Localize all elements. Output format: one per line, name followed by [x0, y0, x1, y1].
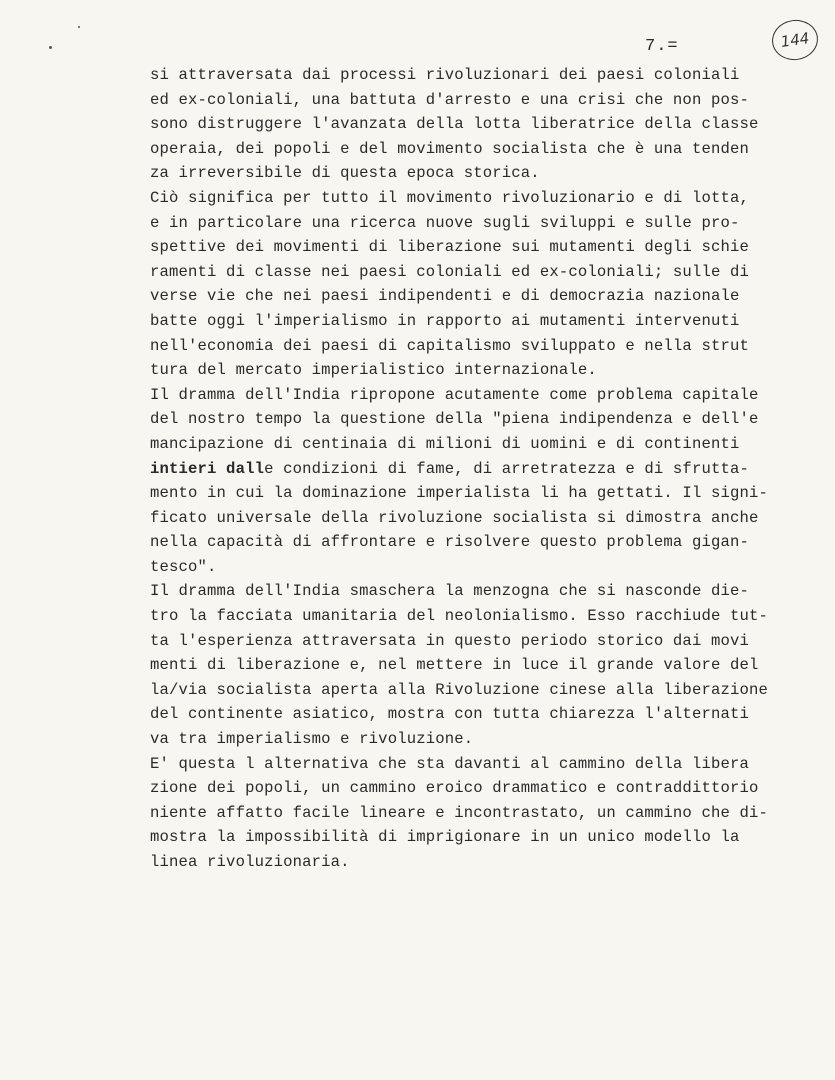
text-line: Ciò significa per tutto il movimento rivoluzionario e di lotta, [150, 188, 749, 207]
text-line: ta l'esperienza attraversata in questo periodo storico dai movi [150, 631, 749, 650]
text-line: spettive dei movimenti di liberazione sui mutamenti degli schie [150, 238, 749, 257]
text-line: mento in cui la dominazione imperialista li ha gettati. Il signi- [150, 484, 769, 503]
text-line: niente affatto facile lineare e incontrastato, un cammino che di- [150, 803, 769, 822]
text-line: operaia, dei popoli e del movimento socialista che è una tenden [150, 139, 749, 158]
text-line: Il dramma dell'India ripropone acutamente come problema capitale [150, 385, 759, 404]
archive-number-stamp: 144 [769, 17, 820, 63]
text-line: menti di liberazione e, nel mettere in luce il grande valore del [150, 656, 759, 675]
text-line: sono distruggere l'avanzata della lotta liberatrice della classe [150, 115, 759, 134]
text-line: del continente asiatico, mostra con tutta chiarezza l'alternati [150, 705, 749, 724]
text-line: E' questa l alternativa che sta davanti al cammino della libera [150, 754, 749, 773]
text-line: linea rivoluzionaria. [150, 853, 350, 871]
text-line: del nostro tempo la questione della "piena indipendenza e dell'e [150, 410, 759, 429]
text-line: si attraversata dai processi rivoluzionari dei paesi coloniali [150, 66, 740, 84]
text-line: batte oggi l'imperialismo in rapporto ai mutamenti intervenuti [150, 311, 740, 330]
text-line: mancipazione di centinaia di milioni di uomini e di continenti [150, 434, 740, 453]
text-line: ramenti di classe nei paesi coloniali ed ex-coloniali; sulle di [150, 262, 749, 281]
text-line: ficato universale della rivoluzione socialista si dimostra anche [150, 508, 759, 527]
text-line: tro la facciata umanitaria del neolonialismo. Esso racchiude tut- [150, 607, 769, 626]
ink-speck [78, 26, 80, 28]
text-line: la/via socialista aperta alla Rivoluzione cinese alla liberazione [150, 680, 769, 699]
text-line: tura del mercato imperialistico internazionale. [150, 361, 597, 380]
text-line: nella capacità di affrontare e risolvere questo problema gigan- [150, 533, 749, 552]
text-line: va tra imperialismo e rivoluzione. [150, 730, 474, 749]
overstruck-text: intieri dall [150, 459, 265, 478]
text-line: verse vie che nei paesi indipendenti e di democrazia nazionale [150, 287, 740, 306]
text-line: e in particolare una ricerca nuove sugli sviluppi e sulle pro- [150, 213, 740, 232]
text-line: tesco". [150, 557, 217, 576]
page-number: 7.= [645, 37, 679, 56]
text-line: za irreversibile di questa epoca storica. [150, 164, 540, 183]
text-line: zione dei popoli, un cammino eroico drammatico e contraddittorio [150, 779, 759, 798]
body-text [150, 63, 820, 875]
ink-speck [49, 46, 52, 49]
text-line: Il dramma dell'India smaschera la menzogna che si nasconde die- [150, 582, 749, 601]
text-line: mostra la impossibilità di imprigionare in un unico modello la [150, 828, 740, 847]
text-line: ed ex-coloniali, una battuta d'arresto e una crisi che non pos- [150, 90, 749, 109]
text-line: nell'economia dei paesi di capitalismo sviluppato e nella strut [150, 336, 749, 355]
text-line: intieri dalle condizioni di fame, di arretratezza e di sfrutta- [150, 459, 749, 478]
